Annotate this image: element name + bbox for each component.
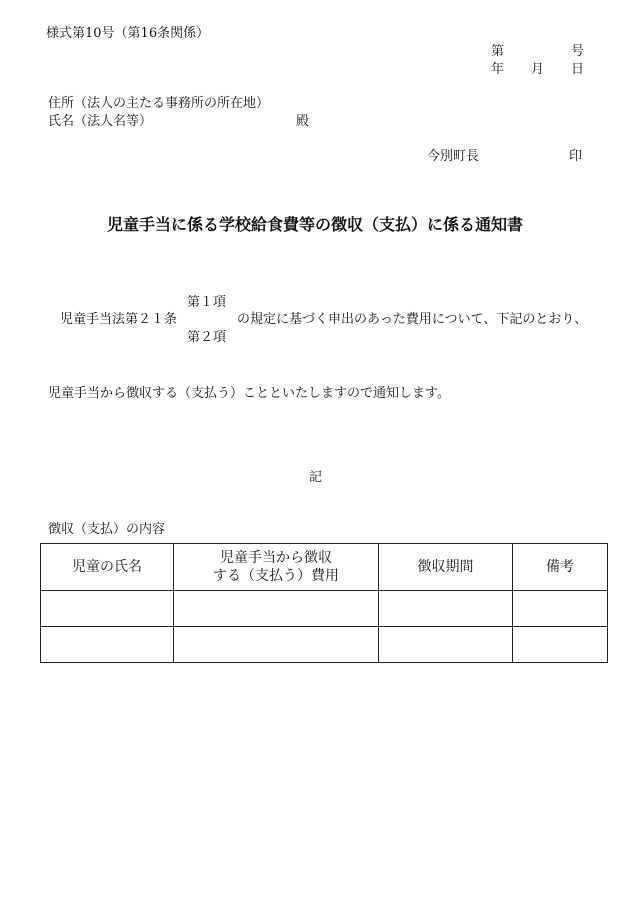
document-number-line [491,40,584,59]
name-label: 氏名（法人名等） [48,114,153,129]
table-row [41,627,608,663]
ki-marker: 記 [309,470,323,485]
cell-period[interactable] [379,627,513,663]
mayor-title: 今別町長 [427,149,480,164]
header-cost [174,544,379,591]
seal-mark: 印 [569,149,583,164]
header-cost-line2: する（支払う）費用 [213,568,339,584]
contents-table [40,543,608,663]
date-day: 日 [570,62,584,77]
header-cost-line1: 児童手当から徴収 [220,550,332,566]
document-title: 児童手当に係る学校給食費等の徴収（支払）に係る通知書 [106,215,523,234]
table-header-row [41,544,608,591]
header-period: 徴収期間 [379,544,513,591]
cell-child-name[interactable] [41,591,174,627]
cell-child-name[interactable] [41,627,174,663]
cell-period[interactable] [379,591,513,627]
header-child-name: 児童の氏名 [41,544,174,591]
header-remarks: 備考 [513,544,608,591]
contents-label: 徴収（支払）の内容 [48,522,166,537]
paragraph-1: 第１項 [187,295,227,310]
date-month: 月 [530,62,544,77]
number-suffix: 号 [570,44,584,59]
cell-remarks[interactable] [513,591,608,627]
date-line [491,58,584,77]
cell-cost[interactable] [174,591,379,627]
address-label: 住所（法人の主たる事務所の所在地） [48,96,270,111]
honorific: 殿 [296,114,310,129]
notice-sentence: 児童手当から徴収する（支払う）ことといたしますので通知します。 [48,386,450,401]
form-number: 様式第10号（第16条関係） [46,26,210,41]
table-row [41,591,608,627]
date-year: 年 [491,62,505,77]
law-sentence: の規定に基づく申出のあった費用について、下記のとおり、 [237,312,588,327]
paragraph-2: 第２項 [187,330,227,345]
law-reference: 児童手当法第２１条 [60,312,178,327]
number-prefix: 第 [491,44,505,59]
cell-remarks[interactable] [513,627,608,663]
cell-cost[interactable] [174,627,379,663]
